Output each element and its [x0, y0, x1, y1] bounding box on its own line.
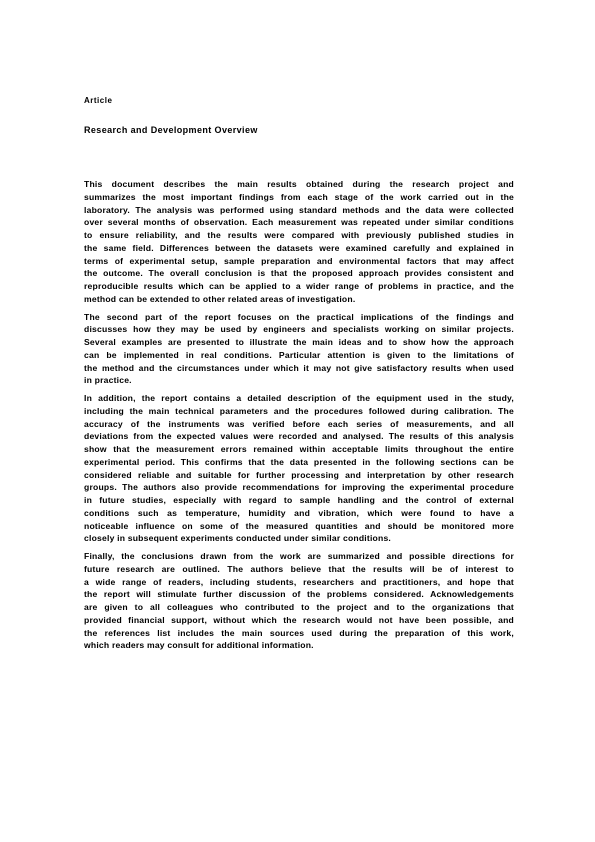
text-line: Several examples are presented to illustrate the main ideas and to show how the approach — [84, 337, 514, 347]
text-line: laboratory. The analysis was performed using standard methods and the data were collected — [84, 204, 514, 215]
text-line: can be implemented in real conditions. Particular attention is given to the limitations of — [84, 349, 514, 360]
paragraph — [84, 311, 514, 388]
paragraph — [84, 392, 514, 545]
text-line: The second part of the report focuses on the practical implications of the findings and — [84, 311, 514, 322]
paragraph — [84, 550, 514, 652]
text-line: accuracy of the instruments was verified before each series of measurements, and all — [84, 418, 514, 429]
text-line: considered reliable and suitable for further processing and interpretation by other research — [84, 469, 514, 480]
text-line: discusses how they may be used by engineers and specialists working on similar projects. — [84, 324, 514, 335]
text-line: method can be extended to other related areas of investigation. — [84, 293, 356, 304]
body-text — [84, 178, 514, 652]
text-line: the method and the circumstances under which it may not give satisfactory results when used — [84, 362, 514, 373]
text-line: including the main technical parameters and the procedures followed during calibration. The — [84, 405, 514, 416]
text-line: groups. The authors also provide recommendations for improving the experimental procedure — [84, 482, 514, 493]
text-line: the same field. Differences between the datasets were examined carefully and explained in — [84, 242, 514, 253]
text-line: terms of experimental setup, sample preparation and environmental factors that may affect — [84, 255, 514, 266]
text-line: over several months of observation. Each measurement was repeated under similar conditions — [84, 217, 514, 228]
text-line: a wide range of readers, including students, researchers and practitioners, and hope that — [84, 576, 514, 587]
text-line: noticeable influence on some of the measured quantities and should be monitored more — [84, 520, 514, 531]
document-title: Research and Development Overview — [84, 125, 258, 135]
text-line: summarizes the most important findings from each stage of the work carried out in the — [84, 191, 514, 202]
text-line: show that the measurement errors remained within acceptable limits throughout the entire — [84, 444, 514, 454]
text-line: In addition, the report contains a detailed description of the equipment used in the study, — [84, 393, 514, 403]
paragraph — [84, 178, 514, 306]
text-line: provided financial support, without which the research would not have been possible, and — [84, 614, 514, 625]
running-head: Article — [84, 96, 113, 105]
text-line: Finally, the conclusions drawn from the work are summarized and possible directions for — [84, 551, 514, 561]
text-line: This document describes the main results obtained during the research project and — [84, 179, 514, 189]
text-line: the references list includes the main sources used during the preparation of this work, — [84, 627, 514, 638]
text-line: conditions such as temperature, humidity and vibration, which were found to have a — [84, 507, 514, 518]
text-line: closely in subsequent experiments conducted under similar conditions. — [84, 533, 392, 544]
text-line: are given to all colleagues who contributed to the project and to the organizations that — [84, 602, 514, 612]
text-line: deviations from the expected values were recorded and analysed. The results of this analysis — [84, 431, 514, 442]
text-line: in future studies, especially with regard to sample handling and the control of external — [84, 495, 514, 505]
text-line: which readers may consult for additional information. — [84, 640, 314, 651]
text-line: the outcome. The overall conclusion is that the proposed approach provides consistent and — [84, 268, 514, 279]
text-line: reproducible results which can be applied to a wider range of problems in practice, and the — [84, 281, 514, 291]
text-line: to ensure reliability, and the results were compared with previously published studies in — [84, 230, 514, 240]
text-line: future research are outlined. The authors believe that the results will be of interest to — [84, 563, 514, 574]
text-line: experimental period. This confirms that the data presented in the following sections can be — [84, 456, 514, 467]
text-line: the report will stimulate further discussion of the problems considered. Acknowledgements — [84, 589, 514, 600]
text-line: in practice. — [84, 375, 132, 386]
